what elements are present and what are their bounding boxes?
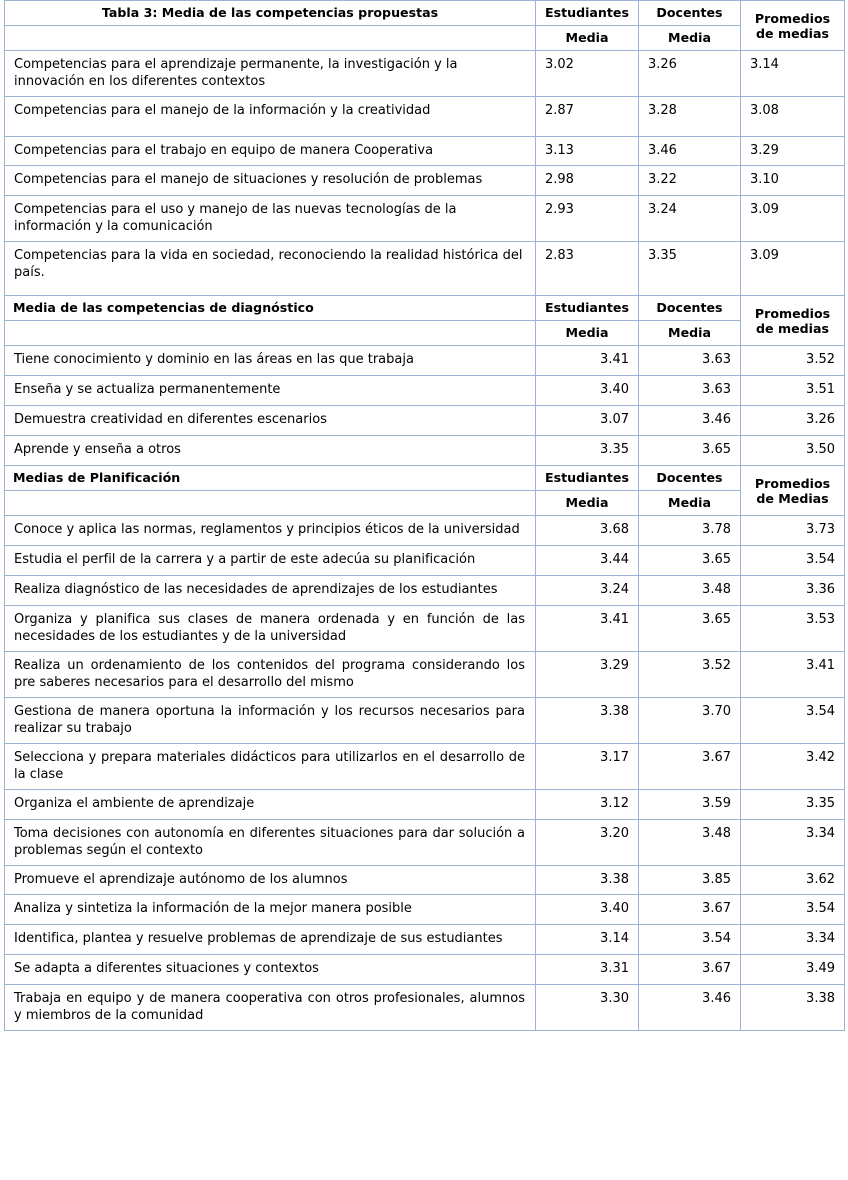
row-value-docentes: 3.67 <box>639 895 741 925</box>
section-header-row <box>5 466 845 491</box>
subheader-media-docentes: Media <box>639 491 741 516</box>
column-header-promedios: Promedios de medias <box>741 1 845 51</box>
row-value-estudiantes: 3.20 <box>536 820 639 866</box>
row-value-estudiantes: 3.40 <box>536 895 639 925</box>
row-value-promedio: 3.54 <box>741 546 845 576</box>
row-value-docentes: 3.85 <box>639 866 741 895</box>
table-row <box>5 652 845 698</box>
table-row <box>5 955 845 985</box>
row-label: Demuestra creatividad en diferentes escenarios <box>5 406 536 436</box>
column-header-docentes: Docentes <box>639 296 741 321</box>
column-header-promedios: Promedios de medias <box>741 296 845 346</box>
row-label: Competencias para el uso y manejo de las nuevas tecnologías de la información y la comunicación <box>5 196 536 242</box>
row-label: Gestiona de manera oportuna la información y los recursos necesarios para realizar su trabajo <box>5 698 536 744</box>
row-value-docentes: 3.48 <box>639 820 741 866</box>
row-label: Conoce y aplica las normas, reglamentos y principios éticos de la universidad <box>5 516 536 546</box>
table-row <box>5 576 845 606</box>
row-value-estudiantes: 3.44 <box>536 546 639 576</box>
row-label: Realiza un ordenamiento de los contenidos del programa considerando los pre saberes necesarios para el desarrollo del mismo <box>5 652 536 698</box>
row-value-promedio: 3.36 <box>741 576 845 606</box>
table-row <box>5 436 845 466</box>
row-value-estudiantes: 2.83 <box>536 242 639 296</box>
subheader-spacer <box>5 491 536 516</box>
row-value-estudiantes: 3.38 <box>536 866 639 895</box>
row-label: Se adapta a diferentes situaciones y contextos <box>5 955 536 985</box>
row-value-docentes: 3.22 <box>639 166 741 196</box>
subheader-media-docentes: Media <box>639 321 741 346</box>
row-label: Competencias para el trabajo en equipo de manera Cooperativa <box>5 137 536 166</box>
row-value-docentes: 3.46 <box>639 137 741 166</box>
table-row <box>5 606 845 652</box>
row-value-estudiantes: 3.68 <box>536 516 639 546</box>
row-value-estudiantes: 3.30 <box>536 985 639 1031</box>
row-value-docentes: 3.46 <box>639 406 741 436</box>
table-row <box>5 51 845 97</box>
table-row <box>5 166 845 196</box>
row-value-docentes: 3.67 <box>639 744 741 790</box>
row-label: Analiza y sintetiza la información de la mejor manera posible <box>5 895 536 925</box>
section-header-row <box>5 296 845 321</box>
column-header-docentes: Docentes <box>639 1 741 26</box>
row-value-estudiantes: 3.35 <box>536 436 639 466</box>
row-value-docentes: 3.70 <box>639 698 741 744</box>
row-label: Identifica, plantea y resuelve problemas de aprendizaje de sus estudiantes <box>5 925 536 955</box>
row-value-promedio: 3.35 <box>741 790 845 820</box>
table-row <box>5 698 845 744</box>
row-value-estudiantes: 3.02 <box>536 51 639 97</box>
row-value-promedio: 3.26 <box>741 406 845 436</box>
column-header-estudiantes: Estudiantes <box>536 1 639 26</box>
row-value-estudiantes: 3.29 <box>536 652 639 698</box>
subheader-spacer <box>5 26 536 51</box>
row-label: Promueve el aprendizaje autónomo de los alumnos <box>5 866 536 895</box>
row-value-docentes: 3.63 <box>639 346 741 376</box>
table-row <box>5 790 845 820</box>
table-row <box>5 546 845 576</box>
row-value-estudiantes: 3.40 <box>536 376 639 406</box>
row-value-docentes: 3.65 <box>639 606 741 652</box>
table-row <box>5 744 845 790</box>
row-label: Estudia el perfil de la carrera y a partir de este adecúa su planificación <box>5 546 536 576</box>
row-value-promedio: 3.49 <box>741 955 845 985</box>
row-value-estudiantes: 3.41 <box>536 606 639 652</box>
table-row <box>5 242 845 296</box>
section-title: Media de las competencias de diagnóstico <box>5 296 536 321</box>
table-row <box>5 985 845 1031</box>
row-value-promedio: 3.09 <box>741 242 845 296</box>
row-label: Enseña y se actualiza permanentemente <box>5 376 536 406</box>
row-value-promedio: 3.52 <box>741 346 845 376</box>
table-row <box>5 346 845 376</box>
row-value-promedio: 3.62 <box>741 866 845 895</box>
row-value-estudiantes: 3.14 <box>536 925 639 955</box>
row-label: Tiene conocimiento y dominio en las áreas en las que trabaja <box>5 346 536 376</box>
row-value-docentes: 3.59 <box>639 790 741 820</box>
row-label: Selecciona y prepara materiales didácticos para utilizarlos en el desarrollo de la clase <box>5 744 536 790</box>
table-row <box>5 196 845 242</box>
row-value-estudiantes: 3.07 <box>536 406 639 436</box>
subheader-media-estudiantes: Media <box>536 491 639 516</box>
column-header-estudiantes: Estudiantes <box>536 296 639 321</box>
row-value-promedio: 3.54 <box>741 698 845 744</box>
subheader-spacer <box>5 321 536 346</box>
row-label: Toma decisiones con autonomía en diferentes situaciones para dar solución a problemas según el contexto <box>5 820 536 866</box>
row-value-promedio: 3.51 <box>741 376 845 406</box>
row-value-docentes: 3.28 <box>639 97 741 137</box>
row-label: Competencias para el manejo de la información y la creatividad <box>5 97 536 137</box>
table-row <box>5 97 845 137</box>
row-label: Organiza y planifica sus clases de manera ordenada y en función de las necesidades de los estudiantes y de la universidad <box>5 606 536 652</box>
row-value-docentes: 3.67 <box>639 955 741 985</box>
column-header-docentes: Docentes <box>639 466 741 491</box>
row-value-docentes: 3.52 <box>639 652 741 698</box>
row-value-docentes: 3.78 <box>639 516 741 546</box>
competencias-table <box>4 0 845 1031</box>
row-value-estudiantes: 3.17 <box>536 744 639 790</box>
row-value-estudiantes: 3.38 <box>536 698 639 744</box>
subheader-media-estudiantes: Media <box>536 321 639 346</box>
row-value-estudiantes: 2.87 <box>536 97 639 137</box>
table-row <box>5 137 845 166</box>
table-row <box>5 820 845 866</box>
row-value-promedio: 3.34 <box>741 925 845 955</box>
row-label: Realiza diagnóstico de las necesidades de aprendizajes de los estudiantes <box>5 576 536 606</box>
section-subheader-row <box>5 491 845 516</box>
row-value-estudiantes: 3.13 <box>536 137 639 166</box>
row-value-estudiantes: 3.24 <box>536 576 639 606</box>
table-row <box>5 376 845 406</box>
subheader-media-estudiantes: Media <box>536 26 639 51</box>
row-label: Competencias para el manejo de situaciones y resolución de problemas <box>5 166 536 196</box>
row-value-docentes: 3.48 <box>639 576 741 606</box>
table-body <box>5 1 845 1031</box>
row-value-estudiantes: 3.31 <box>536 955 639 985</box>
row-value-promedio: 3.42 <box>741 744 845 790</box>
row-value-docentes: 3.65 <box>639 436 741 466</box>
table-row <box>5 516 845 546</box>
row-value-docentes: 3.35 <box>639 242 741 296</box>
row-label: Aprende y enseña a otros <box>5 436 536 466</box>
row-value-promedio: 3.10 <box>741 166 845 196</box>
row-value-docentes: 3.26 <box>639 51 741 97</box>
column-header-promedios: Promedios de Medias <box>741 466 845 516</box>
row-value-promedio: 3.14 <box>741 51 845 97</box>
row-label: Competencias para el aprendizaje permanente, la investigación y la innovación en los diferentes contextos <box>5 51 536 97</box>
row-value-docentes: 3.63 <box>639 376 741 406</box>
row-value-estudiantes: 3.12 <box>536 790 639 820</box>
row-value-docentes: 3.46 <box>639 985 741 1031</box>
row-value-promedio: 3.34 <box>741 820 845 866</box>
section-subheader-row <box>5 26 845 51</box>
row-value-promedio: 3.53 <box>741 606 845 652</box>
section-title: Medias de Planificación <box>5 466 536 491</box>
row-value-promedio: 3.29 <box>741 137 845 166</box>
column-header-estudiantes: Estudiantes <box>536 466 639 491</box>
table-row <box>5 406 845 436</box>
table-row <box>5 866 845 895</box>
row-value-promedio: 3.54 <box>741 895 845 925</box>
row-value-promedio: 3.09 <box>741 196 845 242</box>
row-value-estudiantes: 3.41 <box>536 346 639 376</box>
section-subheader-row <box>5 321 845 346</box>
row-value-docentes: 3.65 <box>639 546 741 576</box>
row-value-promedio: 3.38 <box>741 985 845 1031</box>
row-value-estudiantes: 2.93 <box>536 196 639 242</box>
row-label: Organiza el ambiente de aprendizaje <box>5 790 536 820</box>
table-row <box>5 895 845 925</box>
row-value-promedio: 3.08 <box>741 97 845 137</box>
section-header-row <box>5 1 845 26</box>
row-label: Trabaja en equipo y de manera cooperativa con otros profesionales, alumnos y miembros de la comunidad <box>5 985 536 1031</box>
row-value-docentes: 3.24 <box>639 196 741 242</box>
row-label: Competencias para la vida en sociedad, reconociendo la realidad histórica del país. <box>5 242 536 296</box>
table-row <box>5 925 845 955</box>
row-value-promedio: 3.41 <box>741 652 845 698</box>
row-value-promedio: 3.50 <box>741 436 845 466</box>
subheader-media-docentes: Media <box>639 26 741 51</box>
row-value-docentes: 3.54 <box>639 925 741 955</box>
row-value-promedio: 3.73 <box>741 516 845 546</box>
section-title: Tabla 3: Media de las competencias propuestas <box>5 1 536 26</box>
row-value-estudiantes: 2.98 <box>536 166 639 196</box>
